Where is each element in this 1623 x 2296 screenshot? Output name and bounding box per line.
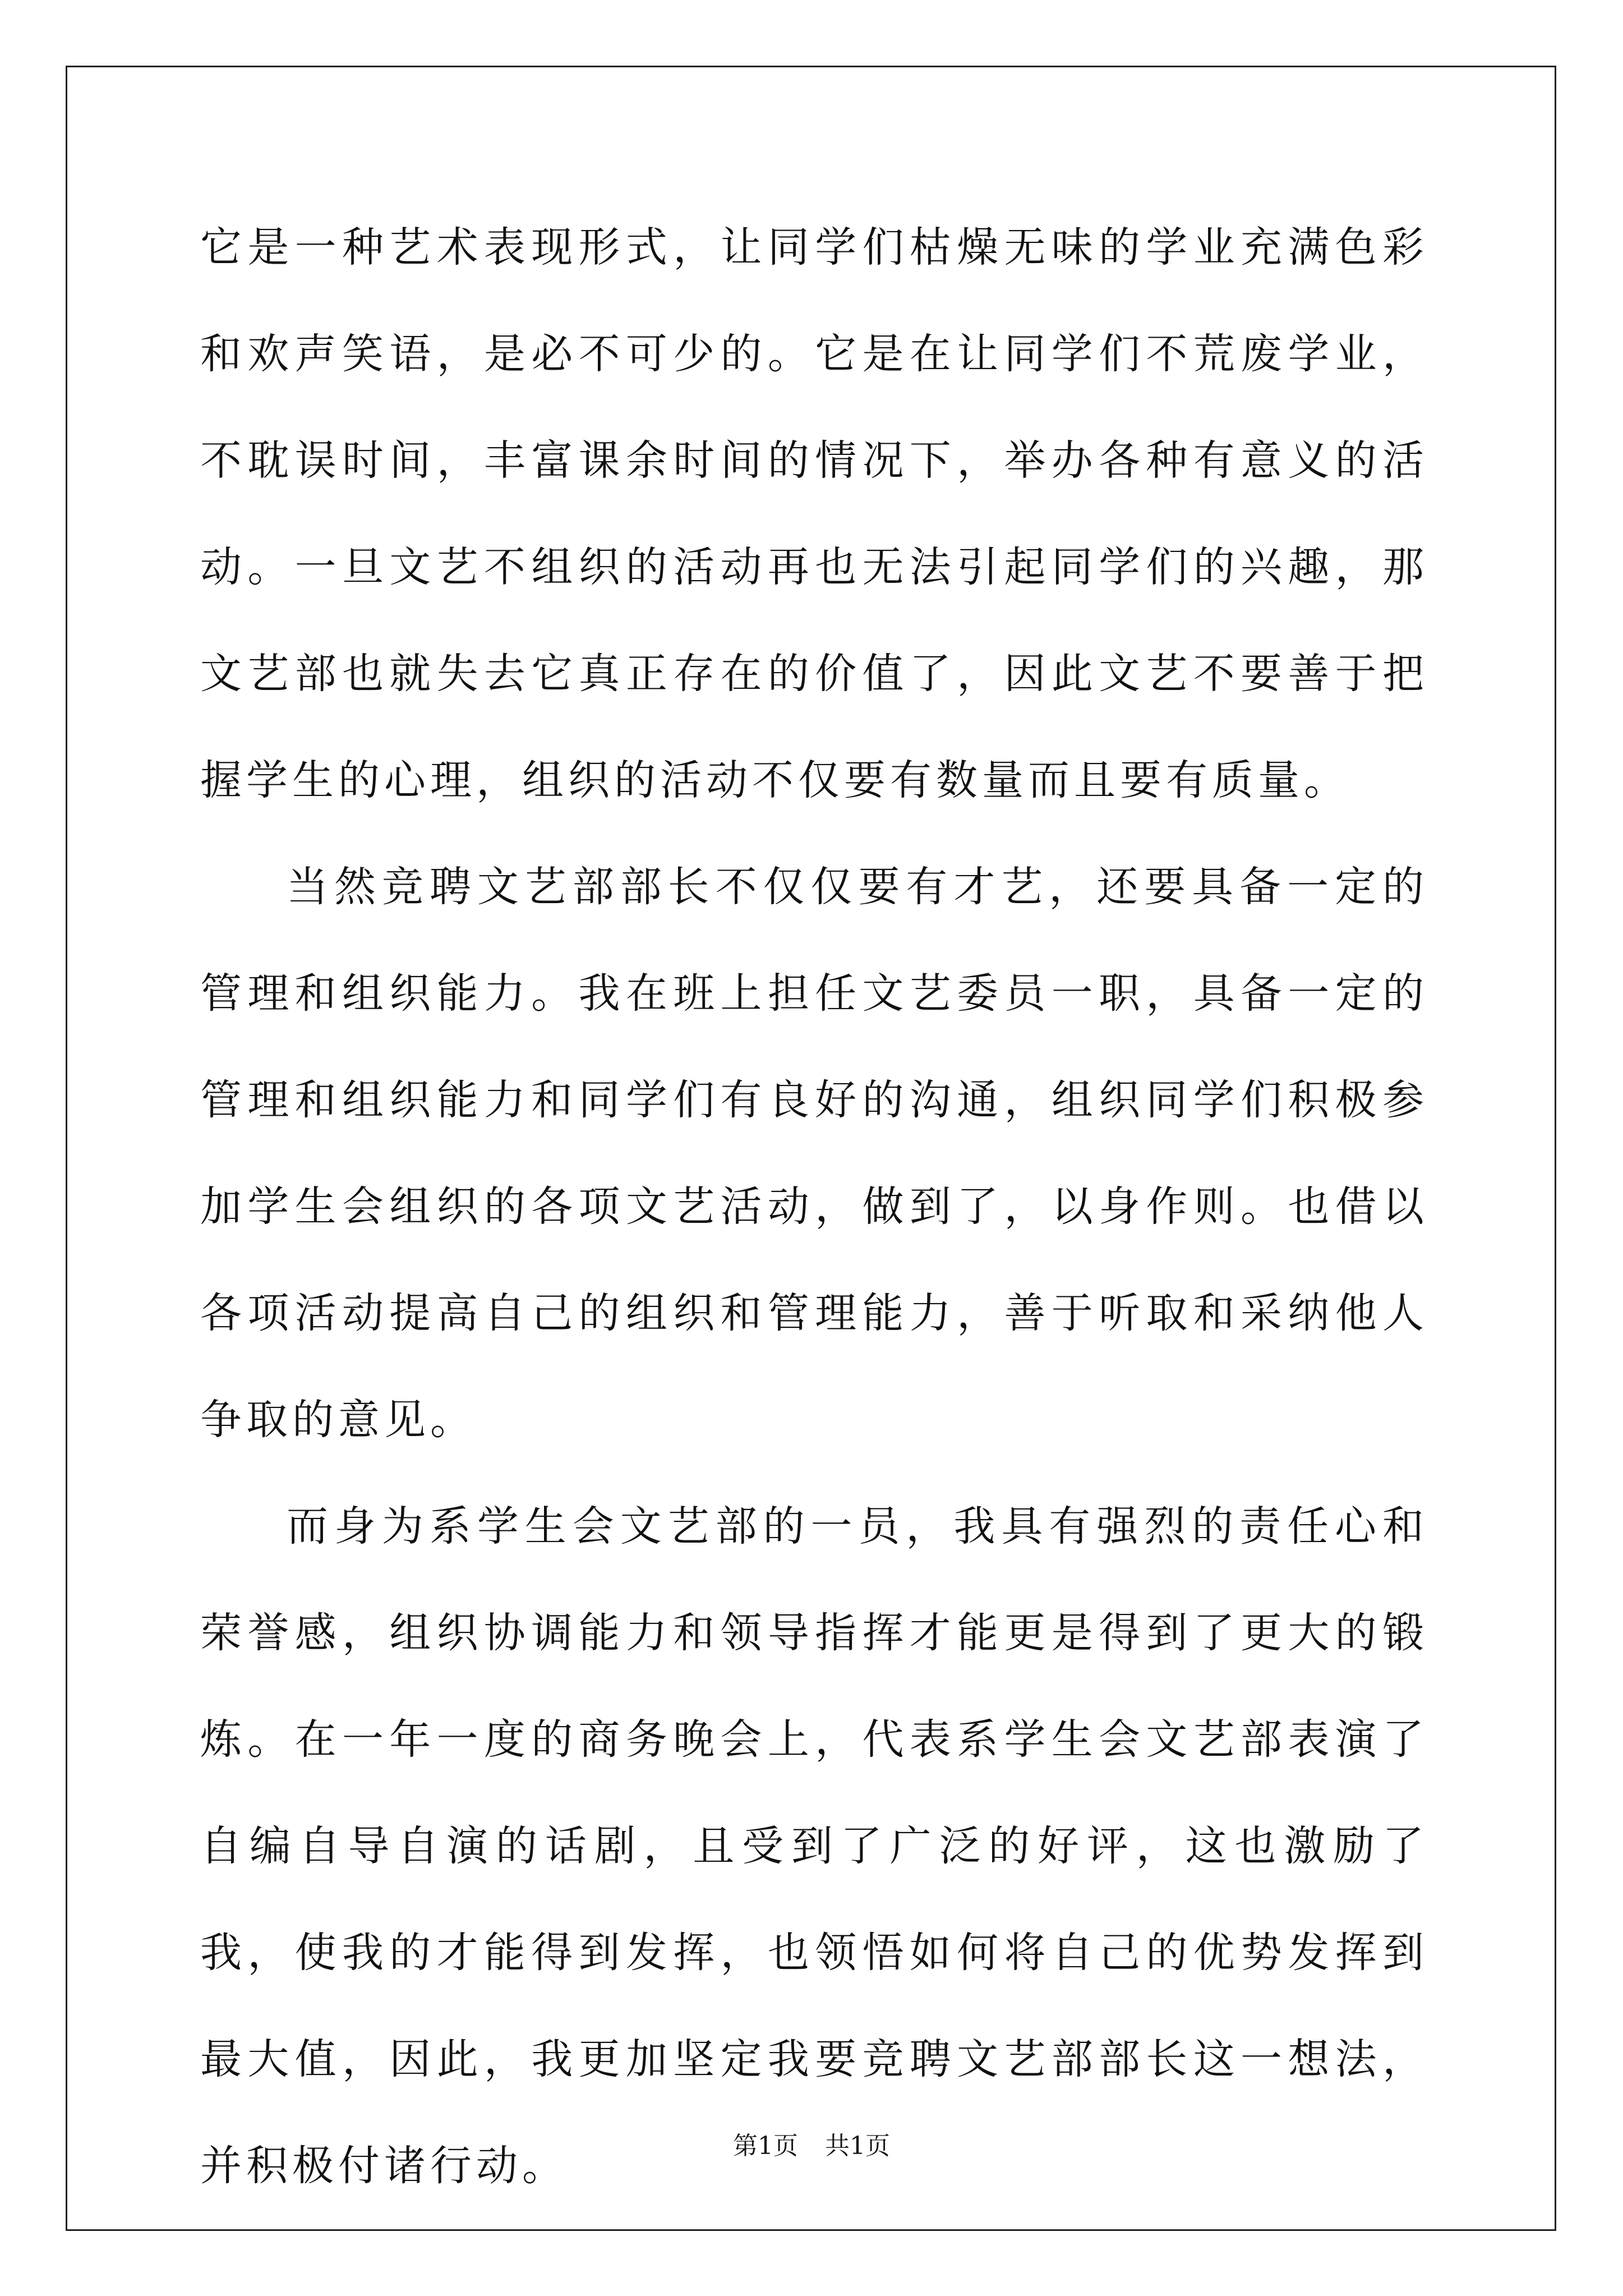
page-number-total: 共1页: [825, 2132, 890, 2160]
page-footer: [0, 2129, 1623, 2163]
paragraph-3: 而身为系学生会文艺部的一员，我具有强烈的责任心和荣誉感，组织协调能力和领导指挥才能更是得到了更大的锻炼。在一年一度的商务晚会上，代表系学生会文艺部表演了自编自导自演的话剧，且受到了广泛的好评，这也激励了我，使我的才能得到发挥，也领悟如何将自己的优势发挥到最大值，因此，我更加坚定我要竞聘文艺部部长这一想法，并积极付诸行动。: [200, 1502, 1428, 2190]
document-body: [200, 194, 1428, 2219]
paragraph-1: 它是一种艺术表现形式，让同学们枯燥无味的学业充满色彩和欢声笑语，是必不可少的。它是在让同学们不荒废学业，不耽误时间，丰富课余时间的情况下，举办各种有意义的活动。一旦文艺不组织的活动再也无法引起同学们的兴趣，那文艺部也就失去它真正存在的价值了，因此文艺不要善于把握学生的心理，组织的活动不仅要有数量而且要有质量。: [200, 223, 1428, 804]
paragraph-2: 当然竞聘文艺部部长不仅仅要有才艺，还要具备一定的管理和组织能力。我在班上担任文艺委员一职，具备一定的管理和组织能力和同学们有良好的沟通，组织同学们积极参加学生会组织的各项文艺活动，做到了，以身作则。也借以各项活动提高自己的组织和管理能力，善于听取和采纳他人争取的意见。: [200, 863, 1428, 1444]
page-number-current: 第1页: [733, 2132, 798, 2160]
